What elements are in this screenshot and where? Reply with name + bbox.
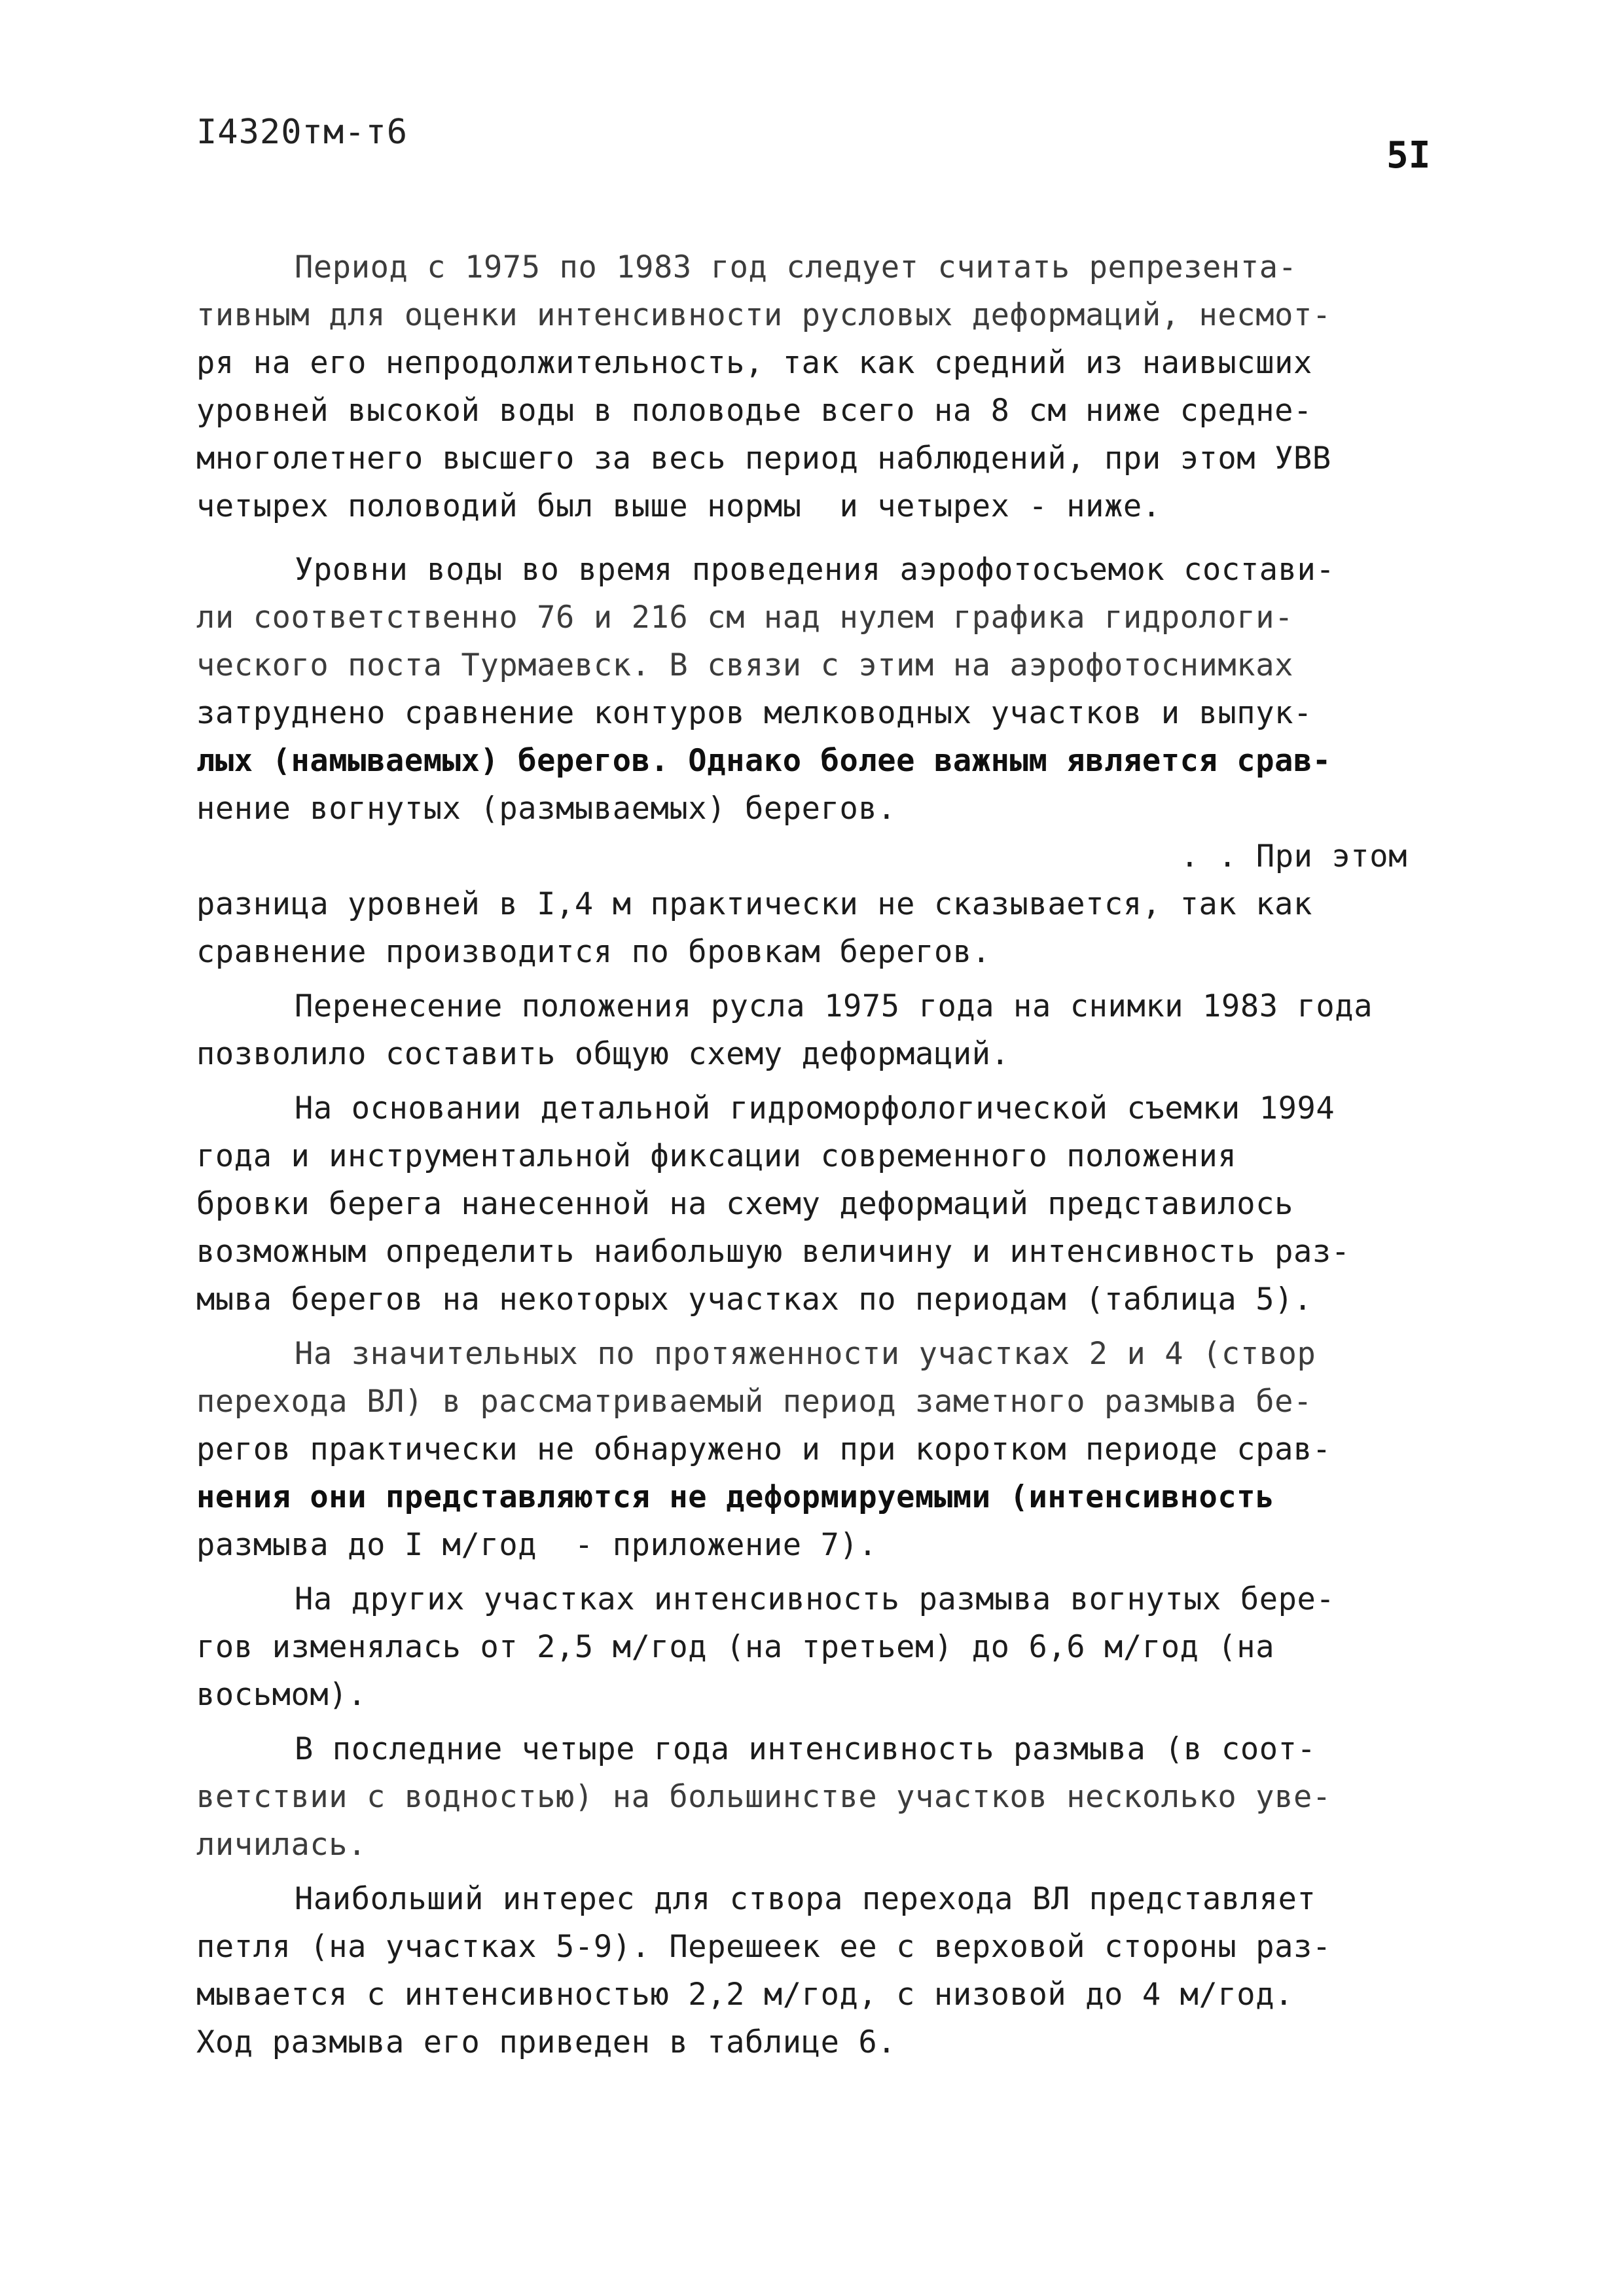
text-line: гов изменялась от 2,5 м/год (на третьем) до 6,6 м/год (на [196,1629,1275,1665]
text-line: Уровни воды во время проведения аэрофотосъемок состави- [295,552,1335,588]
text-line: личилась. [196,1827,367,1863]
paragraph-last-four-years [196,1725,1466,1869]
text-line: позволило составить общую схему деформаций. [196,1036,1010,1072]
text-line: ветствии с водностью) на большинстве участков несколько уве- [196,1779,1331,1815]
text-line: четырех половодий был выше нормы и четырех - ниже. [196,488,1161,524]
text-line: Период с 1975 по 1983 год следует считать репрезента- [295,249,1297,285]
text-line: размыва до I м/год - приложение 7). [196,1527,878,1563]
text-line: Наибольший интерес для створа перехода ВЛ представляет [295,1881,1316,1917]
text-line: разница уровней в I,4 м практически не сказывается, так как [196,886,1312,922]
text-line: ческого поста Турмаевск. В связи с этим на аэрофотоснимках [196,647,1293,683]
text-line: ря на его непродолжительность, так как средний из наивысших [196,345,1312,381]
text-line: мывается с интенсивностью 2,2 м/год, с низовой до 4 м/год. [196,1977,1293,2013]
paragraph-representative-period [196,243,1466,530]
paragraph-sections-2-4 [196,1330,1466,1569]
text-line: года и инструментальной фиксации современного положения [196,1138,1237,1174]
text-line: Перенесение положения русла 1975 года на снимки 1983 года [295,988,1373,1024]
text-line: регов практически не обнаружено и при коротком периоде срав- [196,1431,1331,1467]
text-line: тивным для оценки интенсивности русловых деформаций, несмот- [196,297,1331,333]
text-line: нение вогнутых (размываемых) берегов. [196,791,897,827]
text-line: . . При этом [1180,838,1407,874]
text-line: лых (намываемых) берегов. Однако более важным является срав- [196,743,1331,779]
text-line: ли соответственно 76 и 216 см над нулем графика гидрологи- [196,600,1293,636]
text-line: мыва берегов на некоторых участках по периодам (таблица 5). [196,1282,1312,1318]
text-line: восьмом). [196,1677,367,1713]
paragraph-channel-transfer [196,982,1466,1078]
text-line: уровней высокой воды в половодье всего на 8 см ниже средне- [196,393,1312,429]
text-line: На основании детальной гидроморфологической съемки 1994 [295,1090,1335,1126]
text-line: На значительных по протяженности участках 2 и 4 (створ [295,1336,1316,1372]
text-line: нения они представляются не деформируемыми (интенсивность [196,1479,1275,1515]
paragraph-water-levels [196,546,1466,976]
document-code: I4320тм-т6 [196,113,408,152]
text-line: петля (на участках 5-9). Перешеек ее с верховой стороны раз- [196,1929,1331,1965]
text-line: возможным определить наибольшую величину и интенсивность раз- [196,1234,1350,1270]
page-number: 5I [1386,134,1431,177]
text-line: затруднено сравнение контуров мелководных участков и выпук- [196,695,1312,731]
paragraph-other-sections [196,1575,1466,1719]
text-line: сравнение производится по бровкам берегов. [196,934,991,970]
text-line: Ход размыва его приведен в таблице 6. [196,2024,897,2060]
paragraph-loop-interest [196,1875,1466,2066]
text-line: перехода ВЛ) в рассматриваемый период заметного размыва бе- [196,1384,1312,1420]
text-line: многолетнего высшего за весь период наблюдений, при этом УВВ [196,440,1331,476]
text-line: На других участках интенсивность размыва вогнутых бере- [295,1581,1335,1617]
paragraph-survey-1994 [196,1085,1466,1323]
text-line: бровки берега нанесенной на схему деформаций представилось [196,1186,1293,1222]
document-body [196,243,1466,2066]
text-line: В последние четыре года интенсивность размыва (в соот- [295,1731,1316,1767]
